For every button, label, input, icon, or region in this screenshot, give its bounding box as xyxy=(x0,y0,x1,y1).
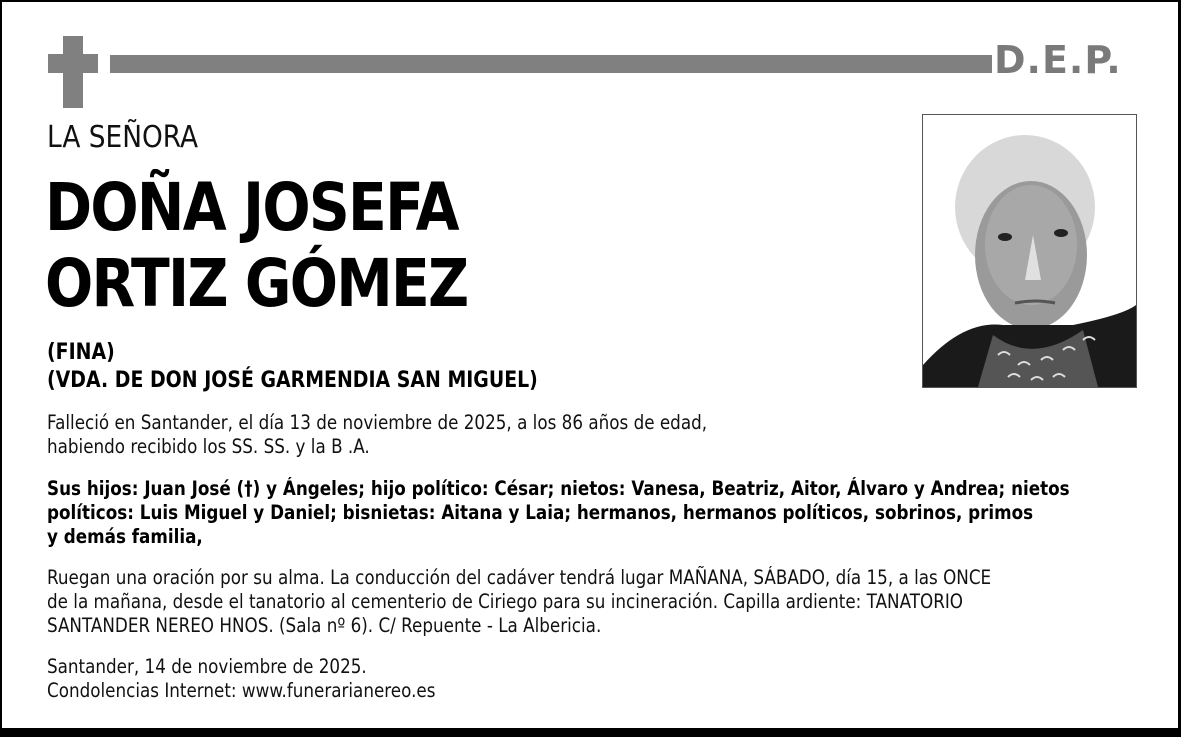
nickname: (FINA) xyxy=(47,340,115,365)
cross-horizontal-bar xyxy=(48,54,98,73)
name-line-2: ORTIZ GÓMEZ xyxy=(45,245,468,322)
title-prefix: LA SEÑORA xyxy=(47,120,199,155)
service-line: SANTANDER NEREO HNOS. (Sala nº 6). C/ Repuente - La Albericia. xyxy=(47,614,602,637)
service-line: Ruegan una oración por su alma. La conducción del cadáver tendrá lugar MAÑANA, SÁBADO, día 15, a las ONCE xyxy=(47,566,992,589)
death-notice-line: Falleció en Santander, el día 13 de noviembre de 2025, a los 86 años de edad, xyxy=(47,411,708,434)
nickname-block xyxy=(47,339,538,395)
family-line: políticos: Luis Miguel y Daniel; bisnietas: Aitana y Laia; hermanos, hermanos políticos, sobrinos, primos xyxy=(47,501,1034,524)
signature-block xyxy=(47,655,435,703)
death-notice-line: habiendo recibido los SS. SS. y la B .A. xyxy=(47,435,370,458)
service-details xyxy=(47,566,991,638)
service-line: de la mañana, desde el tanatorio al cementerio de Ciriego para su incineración. Capilla ardiente: TANATORIO xyxy=(47,590,964,613)
family-line: y demás familia, xyxy=(47,525,203,548)
obituary-notice xyxy=(2,2,1178,728)
family-line: Sus hijos: Juan José (†) y Ángeles; hijo político: César; nietos: Vanesa, Beatriz, Aitor, Álvaro y Andrea; nietos xyxy=(47,477,1070,500)
death-notice xyxy=(47,411,707,459)
widow-of: (VDA. DE DON JOSÉ GARMENDIA SAN MIGUEL) xyxy=(47,368,538,393)
portrait-placeholder-icon xyxy=(923,115,1136,387)
condolences-link[interactable]: Condolencias Internet: www.funerarianereo.es xyxy=(47,679,436,702)
family-list xyxy=(47,477,1070,549)
portrait-photo xyxy=(922,114,1137,388)
dep-label: D.E.P. xyxy=(994,38,1122,82)
name-line-1: DOÑA JOSEFA xyxy=(45,169,458,246)
place-date: Santander, 14 de noviembre de 2025. xyxy=(47,655,367,678)
deceased-name xyxy=(45,170,468,322)
header-rule xyxy=(110,55,992,73)
